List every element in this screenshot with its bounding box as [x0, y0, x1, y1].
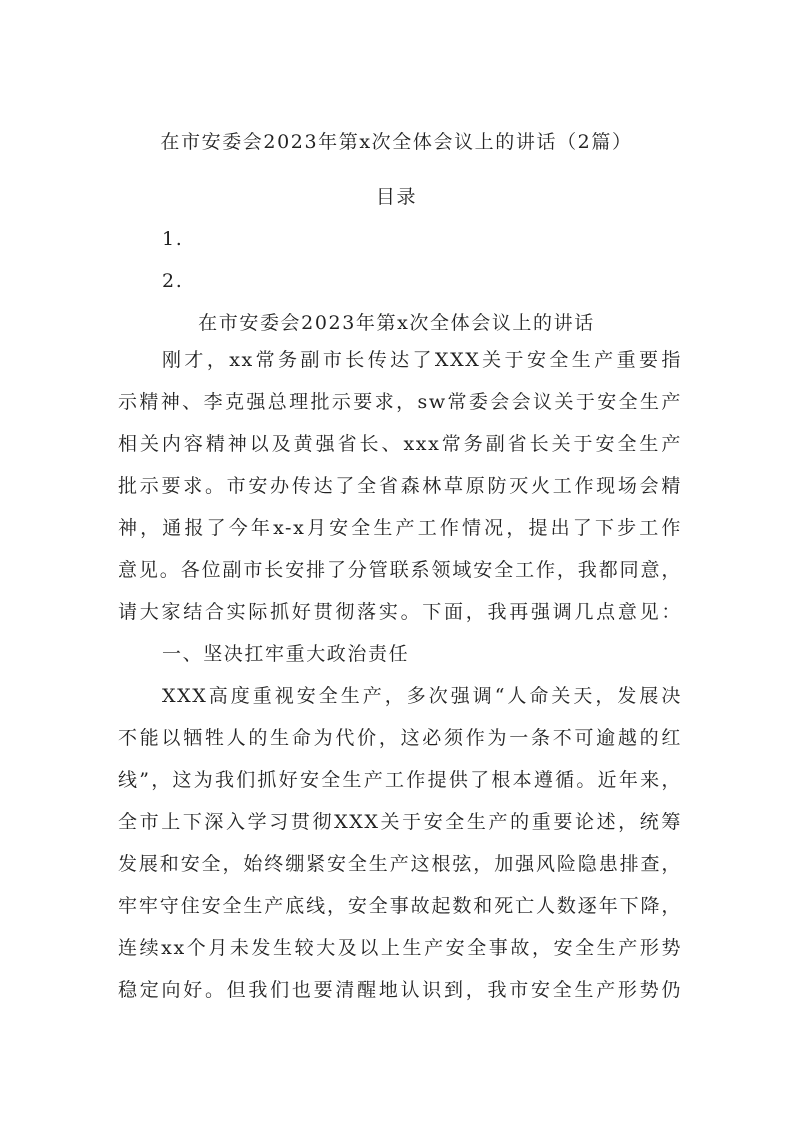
paragraph-line: 不能以牺牲人的生命为代价，这必须作为一条不可逾越的红 — [118, 727, 682, 749]
toc-item[interactable]: 2. — [162, 270, 184, 292]
toc-item[interactable]: 1. — [162, 228, 184, 250]
subheading: 一、坚决扛牢重大政治责任 — [162, 643, 410, 665]
toc-heading: 目录 — [375, 186, 418, 208]
paragraph-line: 请大家结合实际抓好贯彻落实。下面，我再强调几点意见： — [118, 601, 682, 623]
paragraph-line: 发展和安全，始终绷紧安全生产这根弦，加强风险隐患排查， — [118, 853, 682, 875]
paragraph-line: 牢牢守住安全生产底线，安全事故起数和死亡人数逐年下降， — [118, 895, 682, 917]
paragraph-line: 示精神、李克强总理批示要求，sw常委会会议关于安全生产 — [118, 391, 682, 413]
paragraph-line: 批示要求。市安办传达了全省森林草原防灭火工作现场会精 — [118, 475, 682, 497]
paragraph-line: 意见。各位副市长安排了分管联系领域安全工作，我都同意， — [118, 559, 682, 581]
document-title: 在市安委会2023年第x次全体会议上的讲话（2篇） — [160, 131, 633, 153]
paragraph-line: 神，通报了今年x-x月安全生产工作情况，提出了下步工作 — [118, 517, 682, 539]
section-heading: 在市安委会2023年第x次全体会议上的讲话 — [198, 312, 595, 334]
paragraph-line: 线”，这为我们抓好安全生产工作提供了根本遵循。近年来， — [118, 769, 682, 791]
paragraph-line: 连续xx个月未发生较大及以上生产安全事故，安全生产形势 — [118, 937, 682, 959]
paragraph-line: XXX高度重视安全生产，多次强调“人命关天，发展决 — [162, 685, 682, 707]
paragraph-line: 刚才，xx常务副市长传达了XXX关于安全生产重要指 — [162, 349, 682, 371]
paragraph-line: 相关内容精神以及黄强省长、xxx常务副省长关于安全生产 — [118, 433, 682, 455]
paragraph-line: 全市上下深入学习贯彻XXX关于安全生产的重要论述，统筹 — [118, 811, 682, 833]
paragraph-line: 稳定向好。但我们也要清醒地认识到，我市安全生产形势仍 — [118, 979, 682, 1001]
